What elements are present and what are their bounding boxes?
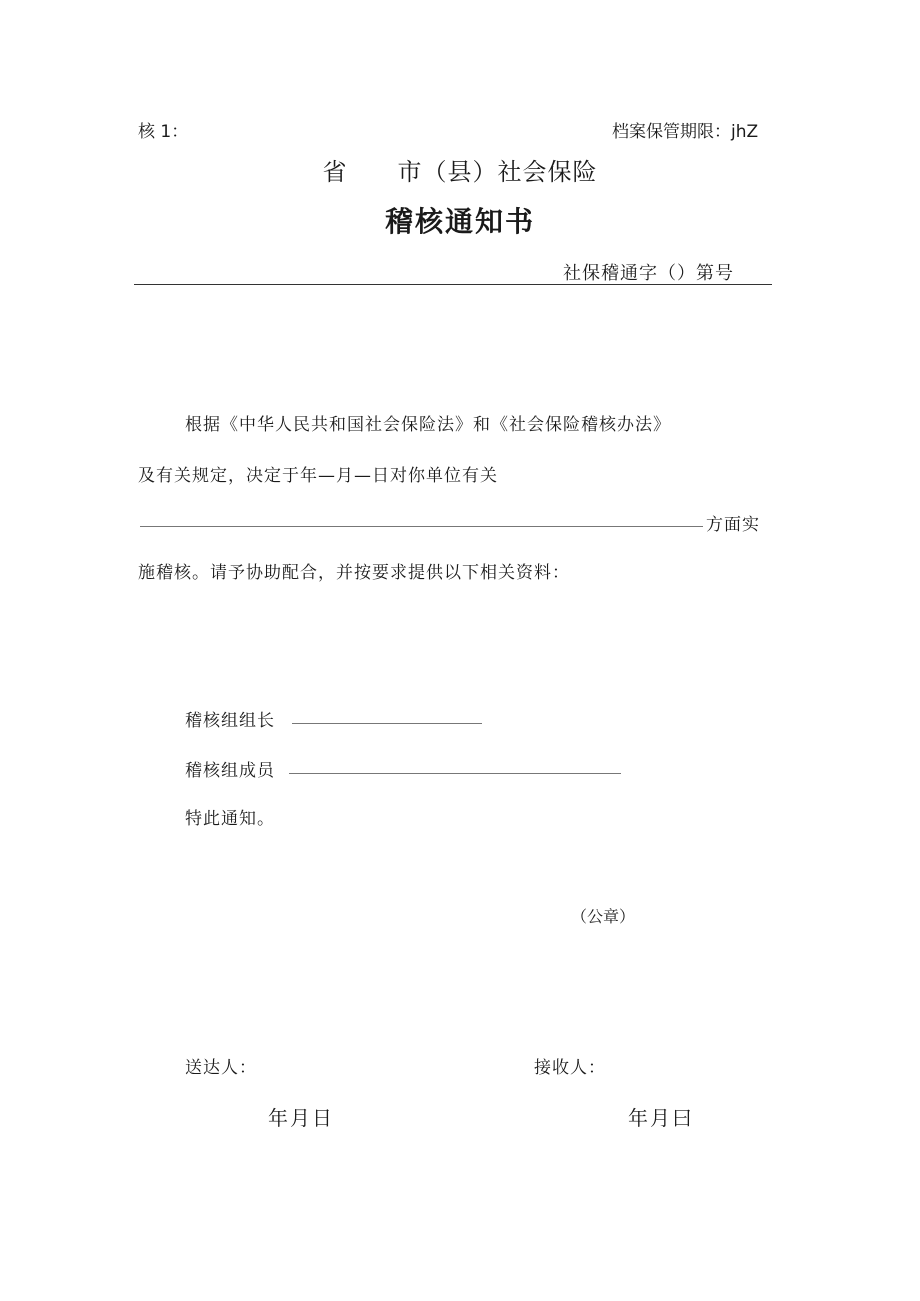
body-paragraph-3-end: 方面实 (706, 515, 760, 535)
team-member-label: 稽核组成员 (185, 761, 275, 781)
document-title: 稽核通知书 (384, 205, 535, 238)
team-leader-label: 稽核组组长 (185, 711, 275, 731)
sender-label: 送达人： (185, 1058, 257, 1078)
audit-scope-blank (140, 526, 703, 527)
receiver-date: 年月曰 (628, 1106, 694, 1130)
issuer-title: 省 市（县）社会保险 (322, 158, 598, 186)
closing-notice: 特此通知。 (185, 809, 275, 829)
retention-period: 档案保管期限：jhZ (612, 122, 759, 142)
team-member-blank (289, 773, 621, 774)
body-paragraph-2: 及有关规定，决定于年—月—日对你单位有关 (138, 466, 498, 486)
team-leader-blank (292, 723, 482, 724)
header-divider (134, 284, 772, 285)
receiver-label: 接收人： (534, 1058, 606, 1078)
document-number: 社保稽通字（）第号 (563, 263, 734, 284)
sender-date: 年月日 (268, 1106, 334, 1130)
form-number: 核 1： (138, 122, 189, 142)
official-seal-label: （公章） (571, 907, 636, 926)
body-paragraph-4: 施稽核。请予协助配合，并按要求提供以下相关资料： (138, 563, 570, 583)
body-paragraph-1: 根据《中华人民共和国社会保险法》和《社会保险稽核办法》 (185, 415, 671, 435)
